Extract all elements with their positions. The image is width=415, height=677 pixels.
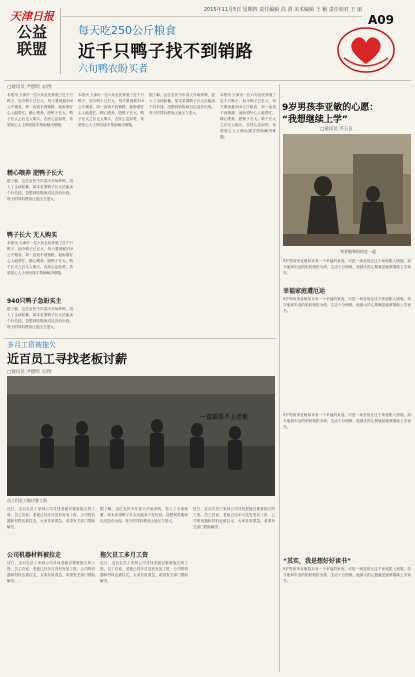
main-kicker: 每天吃250公斤粮食: [78, 24, 176, 37]
main-body-col-1d: 据了解，这位农民今年春天开始养鸭，投入了全部积蓄，原本希望鸭子长大后能卖个好价钱，没想到收购商迟迟没有出现。每天的饲料费用让他压力很大。: [7, 307, 73, 329]
sidebar-body-1: 9岁男孩李亚敏原本有一个幸福的家庭，可是一场变故让这个家庭陷入困境。如今他和年迈的奶奶相依为命，生活十分困难，他最大的心愿就是能够继续上学读书。: [283, 259, 411, 275]
main-body-col-3: 据了解，这位农民今年春天开始养鸭，投入了全部积蓄，原本希望鸭子长大后能卖个好价钱，没想到收购商迟迟没有出现。每天的饲料费用让他压力很大。: [149, 93, 215, 115]
dateline: 2015年11月5日 星期四 责任编辑 高 清 美术编辑 王 颖 责任校对 王 丽: [62, 6, 362, 17]
worker-group-photo: [7, 376, 275, 496]
main-body-col-4: 本报讯 天津市一位六旬农民养殖了近千只鸭子，如今鸭子已长大，每天要消耗250公斤粮食，却一直找不到销路，他盼望好心人能帮忙。精心喂养，肥鸭子长大。鸭子长大之后无人购买，农民心急如焚，希望爱心人士伸出援手帮助解决难题。: [220, 93, 276, 139]
main-subhead-3: 940只鸭子急盼买主: [7, 298, 62, 305]
worker-group-photo-image: [7, 376, 275, 496]
sidebar-body-3: 9岁男孩李亚敏原本有一个幸福的家庭，可是一场变故让这个家庭陷入困境。如今他和年迈的奶奶相依为命，生活十分困难，他最大的心愿就是能够继续上学读书。: [283, 413, 411, 429]
column-name-line-2: 联盟: [16, 40, 47, 58]
column-name: [6, 24, 58, 58]
main-subhead-2: 鸭子长大 无人购买: [7, 232, 58, 239]
second-body-col-1: 近日，近百名员工来到公司寻找老板讨要被拖欠的工资。员工们说，老板已经多月没有发放工资，公司的机器和材料也被拉走，大家非常着急，希望有关部门帮助解决。: [7, 507, 95, 529]
main-body-col-1b: 据了解，这位农民今年春天开始养鸭，投入了全部积蓄，原本希望鸭子长大后能卖个好价钱，没想到收购商迟迟没有出现。每天的饲料费用让他压力很大。: [7, 179, 73, 201]
sidebar-title-1: 9岁男孩李亚敏的心愿：: [282, 103, 379, 113]
masthead-logo: [4, 8, 61, 74]
section-rule: [4, 338, 276, 339]
second-subhead-1: 公司机器材料被拉走: [7, 552, 62, 559]
second-body-col-2: 据了解，这位农民今年春天开始养鸭，投入了全部积蓄，原本希望鸭子长大后能卖个好价钱，没想到收购商迟迟没有出现。每天的饲料费用让他压力很大。: [100, 507, 188, 523]
sidebar-photo-caption: 李亚敏和奶奶在一起: [340, 249, 376, 254]
main-subhead-1: 精心喂养 肥鸭子长大: [7, 170, 64, 177]
sidebar-subhead-2: 一直联系不上老板: [200, 414, 249, 421]
main-deck: 六旬鸭农盼买者: [78, 64, 148, 75]
charity-emblem-icon: [334, 24, 398, 76]
main-body-col-1c: 本报讯 天津市一位六旬农民养殖了近千只鸭子，如今鸭子已长大，每天要消耗250公斤粮食，却一直找不到销路，他盼望好心人能帮忙。精心喂养，肥鸭子长大。鸭子长大之后无人购买，农民心急如焚，希望爱心人士伸出援手帮助解决难题。: [7, 241, 73, 275]
second-body-col-1b: 近日，近百名员工来到公司寻找老板讨要被拖欠的工资。员工们说，老板已经多月没有发放工资，公司的机器和材料也被拉走，大家非常着急，希望有关部门帮助解决。: [7, 561, 95, 583]
sidebar-title-2: “我想继续上学”: [282, 115, 348, 125]
main-headline: 近千只鸭子找不到销路: [78, 42, 253, 62]
column-name-line-1: 公益: [16, 23, 47, 41]
sidebar-subhead-1: 幸福家庭遭厄运: [283, 288, 326, 295]
sidebar-divider: [279, 84, 280, 672]
second-kicker: 多月工资被拖欠: [7, 341, 56, 349]
second-body-col-3: 近日，近百名员工来到公司寻找老板讨要被拖欠的工资。员工们说，老板已经多月没有发放工资，公司的机器和材料也被拉走，大家非常着急，希望有关部门帮助解决。: [193, 507, 275, 529]
second-headline: 近百员工寻找老板讨薪: [7, 352, 128, 366]
main-body-col-2: 本报讯 天津市一位六旬农民养殖了近千只鸭子，如今鸭子已长大，每天要消耗250公斤粮食，却一直找不到销路，他盼望好心人能帮忙。精心喂养，肥鸭子长大。鸭子长大之后无人购买，农民心急如焚，希望爱心人士伸出援手帮助解决难题。: [78, 93, 144, 127]
second-subhead-2: 拖欠员工多月工资: [100, 552, 149, 559]
sidebar-byline: □通讯员 李玉良: [320, 127, 353, 132]
sidebar-body-2: 9岁男孩李亚敏原本有一个幸福的家庭，可是一场变故让这个家庭陷入困境。如今他和年迈的奶奶相依为命，生活十分困难，他最大的心愿就是能够继续上学读书。: [283, 297, 411, 313]
masthead: [0, 0, 415, 78]
main-byline: □通讯员 尹德明 文/图: [7, 85, 52, 90]
sidebar-subhead-3: “其实，我是想好好读书”: [283, 558, 351, 565]
boy-photo-image: [283, 134, 411, 246]
second-body-col-2b: 近日，近百名员工来到公司寻找老板讨要被拖欠的工资。员工们说，老板已经多月没有发放工资，公司的机器和材料也被拉走，大家非常着急，希望有关部门帮助解决。: [100, 561, 188, 583]
boy-photo: [283, 134, 411, 246]
main-body-col-1: 本报讯 天津市一位六旬农民养殖了近千只鸭子，如今鸭子已长大，每天要消耗250公斤粮食，却一直找不到销路，他盼望好心人能帮忙。精心喂养，肥鸭子长大。鸭子长大之后无人购买，农民心急如焚，希望爱心人士伸出援手帮助解决难题。: [7, 93, 73, 127]
page-number: A09: [368, 13, 394, 27]
paper-name: 天津日报: [10, 10, 54, 23]
second-byline: □通讯员 尹德明 文/图: [7, 370, 52, 375]
masthead-rule: [4, 80, 411, 81]
sidebar-body-4: 9岁男孩李亚敏原本有一个幸福的家庭，可是一场变故让这个家庭陷入困境。如今他和年迈的奶奶相依为命，生活十分困难，他最大的心愿就是能够继续上学读书。: [283, 567, 411, 583]
second-photo-caption: 员工们在工地讨要工资: [7, 498, 47, 503]
